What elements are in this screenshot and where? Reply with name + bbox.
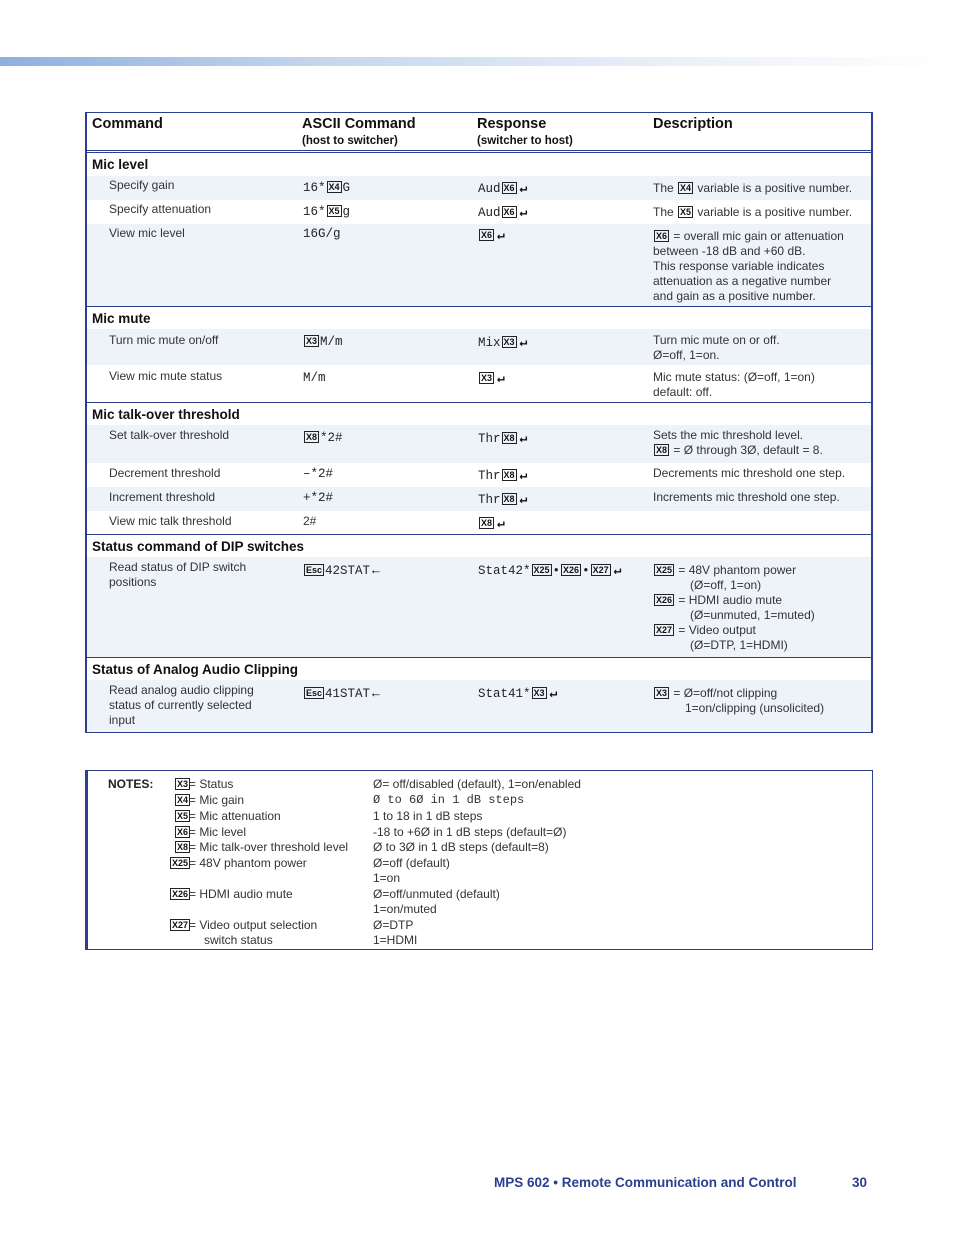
note-var: X25	[171, 858, 188, 868]
note-var: X27	[171, 920, 188, 930]
ascii-command: M/m	[303, 371, 326, 385]
note-def: = Mic talk-over threshold level	[189, 840, 349, 854]
ascii-command: 2#	[303, 514, 317, 528]
description: The X4 variable is a positive number.	[653, 181, 853, 195]
row-label: Specify gain	[109, 178, 175, 192]
response: X8 ↵	[481, 516, 505, 531]
note-val: Ø=off/unmuted (default) 1=on/muted	[373, 887, 500, 916]
note-def: = Status	[189, 777, 234, 791]
response: X3 ↵	[481, 371, 505, 386]
response: Thr X8 ↵	[478, 492, 528, 507]
section-mic-level: Mic level	[92, 157, 149, 172]
row-label: Decrement threshold	[109, 466, 221, 480]
note-def: = Video output selection switch status	[189, 918, 318, 947]
enter-icon: ↵	[497, 371, 505, 386]
enter-icon: ↵	[519, 492, 528, 507]
left-arrow-icon: ←	[372, 563, 380, 578]
note-val: Ø to 3Ø in 1 dB steps (default=8)	[373, 840, 549, 854]
header-description: Description	[653, 116, 733, 132]
left-arrow-icon: ←	[372, 686, 380, 701]
ascii-command: 16* X4 G	[303, 181, 351, 195]
ascii-command: Esc 41STAT ←	[306, 686, 380, 701]
row-label: Read status of DIP switch positions	[109, 560, 247, 589]
enter-icon: ↵	[519, 468, 528, 483]
enter-icon: ↵	[613, 563, 622, 578]
row-label: Read analog audio clipping status of currently selected input	[109, 683, 254, 727]
enter-icon: ↵	[497, 516, 505, 531]
enter-icon: ↵	[549, 686, 558, 701]
description: Turn mic mute on or off. Ø=off, 1=on.	[653, 333, 780, 362]
enter-icon: ↵	[519, 431, 528, 446]
description: X6 = overall mic gain or attenuation between -18 dB and +60 dB. This response variable indicates attenuation as a negative number and gain as a positive number.	[653, 229, 844, 303]
description: Increments mic threshold one step.	[653, 490, 840, 504]
notes-label: NOTES:	[108, 777, 154, 791]
response: Aud X6 ↵	[478, 181, 528, 196]
note-val: -18 to +6Ø in 1 dB steps (default=Ø)	[373, 825, 567, 839]
row-label: Set talk-over threshold	[109, 428, 230, 442]
response: Thr X8 ↵	[478, 431, 528, 446]
response: Stat42* X25 • X26 • X27 ↵	[478, 563, 622, 578]
section-dip-switches: Status command of DIP switches	[87, 534, 871, 558]
section-mic-mute: Mic mute	[87, 306, 871, 330]
row-label: Specify attenuation	[109, 202, 212, 216]
note-def: = Mic attenuation	[189, 809, 281, 823]
response: Thr X8 ↵	[478, 468, 528, 483]
note-def: = Mic level	[189, 825, 247, 839]
note-def: = 48V phantom power	[189, 856, 307, 870]
row-label: Increment threshold	[109, 490, 216, 504]
ascii-command: X3 M/m	[306, 335, 343, 349]
table-header	[87, 113, 871, 151]
top-accent-bar	[0, 57, 954, 66]
ascii-command: –*2#	[303, 467, 334, 481]
description: X3 = Ø=off/not clipping 1=on/clipping (unsolicited)	[656, 686, 825, 715]
note-val: Ø= off/disabled (default), 1=on/enabled	[373, 777, 581, 791]
page-number: 30	[852, 1175, 868, 1190]
note-def: = Mic gain	[189, 793, 245, 807]
header-command: Command	[92, 116, 163, 132]
row-label: View mic mute status	[109, 369, 223, 383]
note-def: = HDMI audio mute	[189, 887, 293, 901]
row-label: View mic talk threshold	[109, 514, 232, 528]
section-clipping: Status of Analog Audio Clipping	[87, 657, 871, 681]
command-table	[85, 112, 873, 733]
ascii-command: 16G/g	[303, 227, 341, 241]
response: Stat41* X3 ↵	[478, 686, 558, 701]
description: Mic mute status: (Ø=off, 1=on) default: off.	[653, 370, 815, 399]
note-val: Ø=DTP 1=HDMI	[373, 918, 418, 947]
ascii-command: 16* X5 g	[303, 205, 351, 219]
row-label: View mic level	[109, 226, 185, 240]
description: X25 = 48V phantom power (Ø=off, 1=on) X26 = HDMI audio mute (Ø=unmuted, 1=muted) X27 = Video output (Ø=DTP, 1=HDMI)	[656, 563, 815, 652]
note-val: Ø to 6Ø in 1 dB steps	[373, 793, 525, 807]
ascii-command: Esc 42STAT ←	[306, 563, 380, 578]
enter-icon: ↵	[519, 335, 528, 350]
ascii-command: X8 *2#	[306, 431, 343, 445]
note-var: X4	[176, 795, 188, 805]
note-val: Ø=off (default) 1=on	[373, 856, 450, 885]
note-var: X26	[171, 889, 188, 899]
response: Aud X6 ↵	[478, 205, 528, 220]
enter-icon: ↵	[519, 205, 528, 220]
enter-icon: ↵	[497, 228, 505, 243]
note-var: X3	[176, 779, 188, 789]
response: Mix X3 ↵	[478, 335, 528, 350]
enter-icon: ↵	[519, 181, 528, 196]
ascii-command: +*2#	[303, 491, 334, 505]
header-response: Response (switcher to host)	[477, 116, 573, 147]
note-var: X6	[176, 827, 188, 837]
description: The X5 variable is a positive number.	[653, 205, 853, 219]
response: X6 ↵	[481, 228, 505, 243]
note-val: 1 to 18 in 1 dB steps	[373, 809, 483, 823]
description: Decrements mic threshold one step.	[653, 466, 846, 480]
notes-box	[85, 770, 873, 950]
note-var: X8	[176, 842, 188, 852]
footer-title: MPS 602 • Remote Communication and Control	[494, 1175, 797, 1190]
description: Sets the mic threshold level. X8 = Ø through 3Ø, default = 8.	[653, 428, 823, 457]
section-talkover: Mic talk-over threshold	[87, 402, 871, 426]
note-var: X5	[176, 811, 188, 821]
header-ascii: ASCII Command (host to switcher)	[302, 116, 416, 147]
row-label: Turn mic mute on/off	[109, 333, 219, 347]
